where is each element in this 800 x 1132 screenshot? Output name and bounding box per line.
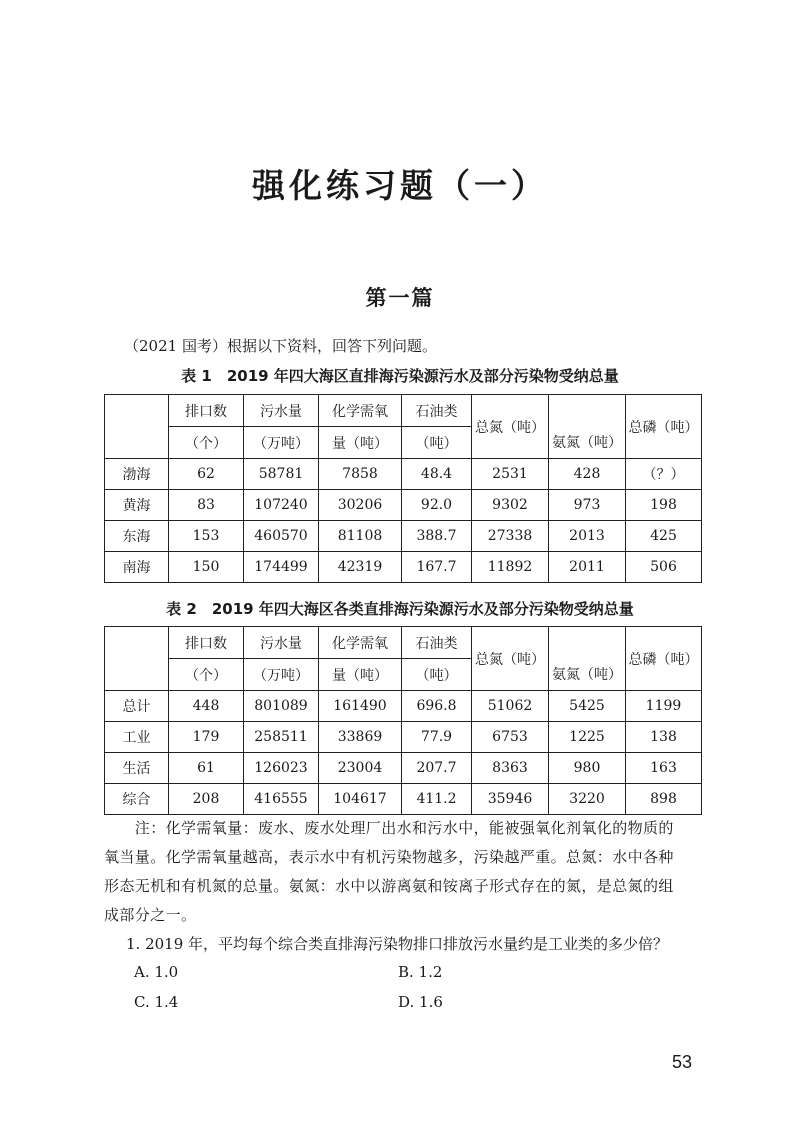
table-header: 污水量 bbox=[244, 627, 319, 659]
table-header-empty bbox=[105, 627, 169, 691]
table-cell: （？） bbox=[626, 459, 702, 490]
table-cell: 1225 bbox=[549, 722, 626, 753]
row-label: 总计 bbox=[105, 691, 169, 722]
table-cell: 388.7 bbox=[402, 521, 472, 552]
table-cell: 8363 bbox=[472, 753, 549, 784]
table-cell: 411.2 bbox=[402, 784, 472, 815]
note-line: 氧当量。化学需氧量越高，表示水中有机污染物越多，污染越严重。总氮：水中各种 bbox=[104, 848, 674, 866]
table-cell: 23004 bbox=[319, 753, 402, 784]
table-cell: 153 bbox=[169, 521, 244, 552]
table-cell: 77.9 bbox=[402, 722, 472, 753]
page-number: 53 bbox=[672, 1052, 693, 1072]
table-cell: 107240 bbox=[244, 490, 319, 521]
table2-caption: 表 2 2019 年四大海区各类直排海污染源污水及部分污染物受纳总量 bbox=[166, 600, 634, 618]
table-cell: 898 bbox=[626, 784, 702, 815]
table-cell: 11892 bbox=[472, 552, 549, 583]
section-title: 第一篇 bbox=[365, 286, 435, 310]
table-cell: 448 bbox=[169, 691, 244, 722]
table1 bbox=[104, 394, 702, 583]
table-cell: 62 bbox=[169, 459, 244, 490]
table-cell: 138 bbox=[626, 722, 702, 753]
table-cell: 460570 bbox=[244, 521, 319, 552]
table-cell: 61 bbox=[169, 753, 244, 784]
table-row bbox=[105, 722, 702, 753]
table-cell: 198 bbox=[626, 490, 702, 521]
table-cell: 163 bbox=[626, 753, 702, 784]
table-header: 总磷（吨） bbox=[626, 627, 702, 691]
row-label: 黄海 bbox=[105, 490, 169, 521]
table-cell: 416555 bbox=[244, 784, 319, 815]
note-line: 成部分之一。 bbox=[104, 906, 197, 924]
table-cell: 801089 bbox=[244, 691, 319, 722]
table-row bbox=[105, 521, 702, 552]
table-cell: 506 bbox=[626, 552, 702, 583]
table-header: （吨） bbox=[402, 659, 472, 691]
table-row bbox=[105, 691, 702, 722]
table-header: 总氮（吨） bbox=[472, 395, 549, 459]
table-header: 石油类 bbox=[402, 395, 472, 427]
table-header: （万吨） bbox=[244, 427, 319, 459]
table-cell: 33869 bbox=[319, 722, 402, 753]
note-paragraph bbox=[104, 814, 702, 930]
table-cell: 258511 bbox=[244, 722, 319, 753]
table-cell: 92.0 bbox=[402, 490, 472, 521]
table-header: 总磷（吨） bbox=[626, 395, 702, 459]
table-cell: 179 bbox=[169, 722, 244, 753]
table-header: 排口数 bbox=[169, 627, 244, 659]
table-cell: 696.8 bbox=[402, 691, 472, 722]
table-cell: 2531 bbox=[472, 459, 549, 490]
table-cell: 58781 bbox=[244, 459, 319, 490]
table-cell: 161490 bbox=[319, 691, 402, 722]
table-header: （个） bbox=[169, 659, 244, 691]
table-header: （万吨） bbox=[244, 659, 319, 691]
table-cell: 167.7 bbox=[402, 552, 472, 583]
table-cell: 2013 bbox=[549, 521, 626, 552]
table-cell: 5425 bbox=[549, 691, 626, 722]
table-cell: 35946 bbox=[472, 784, 549, 815]
table-header: 氨氮（吨） bbox=[549, 627, 626, 691]
option-a: A. 1.0 bbox=[134, 963, 179, 981]
row-label: 南海 bbox=[105, 552, 169, 583]
note-line: 注：化学需氧量：废水、废水处理厂出水和污水中，能被强氧化剂氧化的物质的 bbox=[104, 819, 674, 837]
row-label: 综合 bbox=[105, 784, 169, 815]
table-row bbox=[105, 490, 702, 521]
table-header: 量（吨） bbox=[319, 659, 402, 691]
intro-text: （2021 国考）根据以下资料，回答下列问题。 bbox=[124, 337, 437, 355]
table-cell: 428 bbox=[549, 459, 626, 490]
row-label: 工业 bbox=[105, 722, 169, 753]
table-cell: 48.4 bbox=[402, 459, 472, 490]
table-row bbox=[105, 784, 702, 815]
option-c: C. 1.4 bbox=[134, 993, 179, 1011]
option-d: D. 1.6 bbox=[398, 993, 443, 1011]
table-cell: 9302 bbox=[472, 490, 549, 521]
table-cell: 208 bbox=[169, 784, 244, 815]
table-header: 石油类 bbox=[402, 627, 472, 659]
table1-caption: 表 1 2019 年四大海区直排海污染源污水及部分污染物受纳总量 bbox=[181, 367, 619, 385]
table-header: 排口数 bbox=[169, 395, 244, 427]
table-cell: 3220 bbox=[549, 784, 626, 815]
table-cell: 30206 bbox=[319, 490, 402, 521]
question-text: 1. 2019 年，平均每个综合类直排海污染物排口排放污水量约是工业类的多少倍？ bbox=[126, 935, 669, 953]
table-cell: 150 bbox=[169, 552, 244, 583]
table-cell: 425 bbox=[626, 521, 702, 552]
table-cell: 7858 bbox=[319, 459, 402, 490]
note-line: 形态无机和有机氮的总量。氨氮：水中以游离氨和铵离子形式存在的氮，是总氮的组 bbox=[104, 877, 674, 895]
table-header: 化学需氧 bbox=[319, 627, 402, 659]
table-header: 污水量 bbox=[244, 395, 319, 427]
table-header: 量（吨） bbox=[319, 427, 402, 459]
table-cell: 51062 bbox=[472, 691, 549, 722]
table-row bbox=[105, 459, 702, 490]
table-cell: 980 bbox=[549, 753, 626, 784]
table-cell: 973 bbox=[549, 490, 626, 521]
table-header: （吨） bbox=[402, 427, 472, 459]
option-b: B. 1.2 bbox=[398, 963, 443, 981]
table-cell: 104617 bbox=[319, 784, 402, 815]
table-header: 总氮（吨） bbox=[472, 627, 549, 691]
table-cell: 174499 bbox=[244, 552, 319, 583]
row-label: 渤海 bbox=[105, 459, 169, 490]
table-header: 氨氮（吨） bbox=[549, 395, 626, 459]
table-row bbox=[105, 552, 702, 583]
table-header: （个） bbox=[169, 427, 244, 459]
table-cell: 2011 bbox=[549, 552, 626, 583]
table-cell: 1199 bbox=[626, 691, 702, 722]
page-title: 强化练习题（一） bbox=[252, 166, 548, 205]
table-header: 化学需氧 bbox=[319, 395, 402, 427]
table-cell: 207.7 bbox=[402, 753, 472, 784]
table-row bbox=[105, 753, 702, 784]
table-header-empty bbox=[105, 395, 169, 459]
row-label: 生活 bbox=[105, 753, 169, 784]
table-cell: 126023 bbox=[244, 753, 319, 784]
table-cell: 42319 bbox=[319, 552, 402, 583]
table-cell: 6753 bbox=[472, 722, 549, 753]
table-cell: 83 bbox=[169, 490, 244, 521]
table2 bbox=[104, 626, 702, 815]
row-label: 东海 bbox=[105, 521, 169, 552]
table-cell: 81108 bbox=[319, 521, 402, 552]
table-cell: 27338 bbox=[472, 521, 549, 552]
